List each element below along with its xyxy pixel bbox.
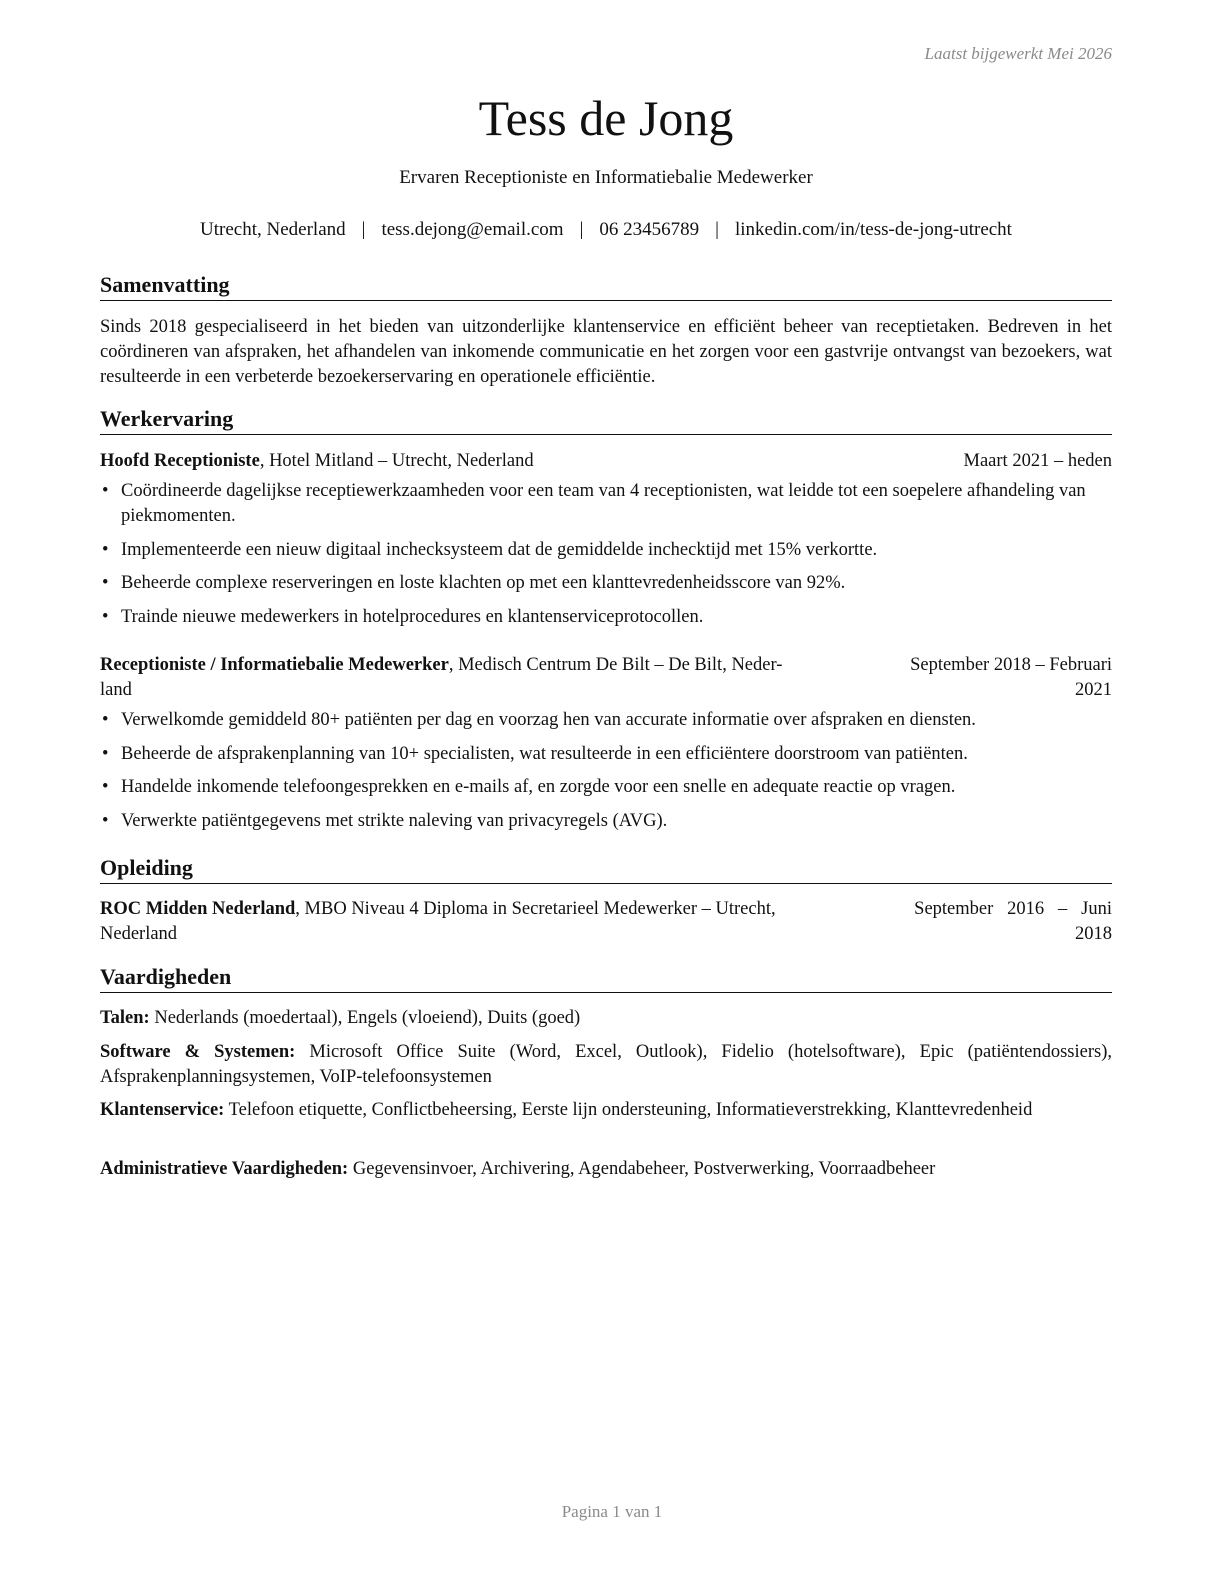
job-date: Maart 2021 – heden [963, 451, 1112, 471]
summary-text: Sinds 2018 gespecialiseerd in het bieden van uitzonderlijke klantenservice en efficiënt beheer van receptietaken. Bedreven in het coördineren van afspraken, het afhandelen van inkomende communicatie en het zorgen voor een gastvrije ontvangst van bezoekers, wat resulteerde in een verbeterde bezoekerservaring en operationele efficiëntie. [100, 317, 1112, 387]
contact-linkedin[interactable]: linkedin.com/in/tess-de-jong-utrecht [734, 219, 1012, 240]
list-item: • Verwelkomde gemiddeld 80+ patiënten per dag en voorzag hen van accurate informatie over afspraken en diensten. [100, 708, 1120, 733]
skill-label: Klantenservice: [100, 1100, 225, 1120]
page-footer: Pagina 1 van 1 [561, 1502, 663, 1521]
list-item: • Beheerde de afsprakenplanning van 10+ specialisten, wat resulteerde in een efficiëntere doorstroom van patiënten. [100, 742, 1120, 767]
job-org-cont: land [100, 680, 132, 700]
job-org: , Medisch Centrum De Bilt – De Bilt, Neder- [448, 655, 783, 675]
skill-item [100, 1006, 1112, 1031]
headline: Ervaren Receptioniste en Informatiebalie Medewerker [399, 167, 813, 188]
skill-item [100, 1040, 1112, 1090]
contact-phone: 06 23456789 [599, 219, 700, 240]
separator: | [579, 219, 584, 240]
skill-item [100, 1157, 1112, 1182]
job-date: September 2018 – Februari [910, 655, 1112, 675]
section-title-experience: Werkervaring [100, 405, 1112, 435]
skill-label: Administratieve Vaardigheden: [100, 1159, 349, 1179]
skill-value: Telefoon etiquette, Conflictbeheersing, Eerste lijn ondersteuning, Informatieverstrekking, Klanttevredenheid [224, 1100, 1033, 1120]
job-title: Hoofd Receptioniste [100, 451, 260, 471]
list-item: • Coördineerde dagelijkse receptiewerkzaamheden voor een team van 4 receptionisten, wat leidde tot een soepelere afhandeling van piekmomenten. [100, 479, 1112, 529]
education-detail-cont: Nederland [100, 924, 178, 944]
skill-label: Software & Systemen: [100, 1042, 296, 1062]
education-header-cont [100, 922, 1112, 947]
job-header-cont [100, 678, 1112, 703]
skill-value: Gegevensinvoer, Archivering, Agendabeheer, Postverwerking, Voorraadbeheer [348, 1159, 936, 1179]
person-name: Tess de Jong [478, 90, 734, 146]
job-org: , Hotel Mitland – Utrecht, Nederland [259, 451, 534, 471]
last-updated: Laatst bijgewerkt Mei 2026 [924, 44, 1112, 63]
education-header [100, 897, 1112, 922]
skill-item [100, 1098, 1112, 1123]
list-item: • Implementeerde een nieuw digitaal inchecksysteem dat de gemiddelde inchecktijd met 15% verkortte. [100, 538, 1112, 563]
education-detail: , MBO Niveau 4 Diploma in Secretarieel Medewerker – Utrecht, [295, 899, 776, 919]
education-date-cont: 2018 [1075, 924, 1112, 944]
job-header [100, 653, 1112, 678]
list-item: • Verwerkte patiëntgegevens met strikte naleving van privacyregels (AVG). [100, 809, 1120, 834]
section-title-skills: Vaardigheden [100, 963, 1112, 993]
separator: | [361, 219, 366, 240]
contact-location: Utrecht, Nederland [200, 219, 346, 240]
list-item: • Beheerde complexe reserveringen en loste klachten op met een klanttevredenheidsscore van 92%. [100, 571, 1112, 596]
contact-email[interactable]: tess.dejong@email.com [381, 219, 564, 240]
separator: | [715, 219, 719, 240]
job-title: Receptioniste / Informatiebalie Medewerker [100, 655, 449, 675]
list-item: • Handelde inkomende telefoongesprekken en e-mails af, en zorgde voor een snelle en adequate reactie op vragen. [100, 775, 1120, 800]
education-date: September 2016 – Juni [914, 899, 1112, 919]
job-header [100, 449, 1112, 474]
job-bullets [100, 479, 1112, 638]
skill-label: Talen: [100, 1008, 150, 1028]
job-bullets [100, 708, 1120, 842]
skill-value: Microsoft Office Suite (Word, Excel, Outlook), Fidelio (hotelsoftware), Epic (patiëntendossiers), Afsprakenplanningsystemen, VoIP-telefoonsystemen [100, 1042, 1112, 1087]
contact-line [100, 219, 1112, 241]
skill-value: Nederlands (moedertaal), Engels (vloeiend), Duits (goed) [149, 1008, 581, 1028]
section-title-education: Opleiding [100, 854, 1112, 884]
section-title-summary: Samenvatting [100, 271, 1112, 301]
list-item: • Trainde nieuwe medewerkers in hotelprocedures en klantenserviceprotocollen. [100, 605, 1112, 630]
education-school: ROC Midden Nederland [100, 899, 296, 919]
job-date-cont: 2021 [1075, 680, 1112, 700]
